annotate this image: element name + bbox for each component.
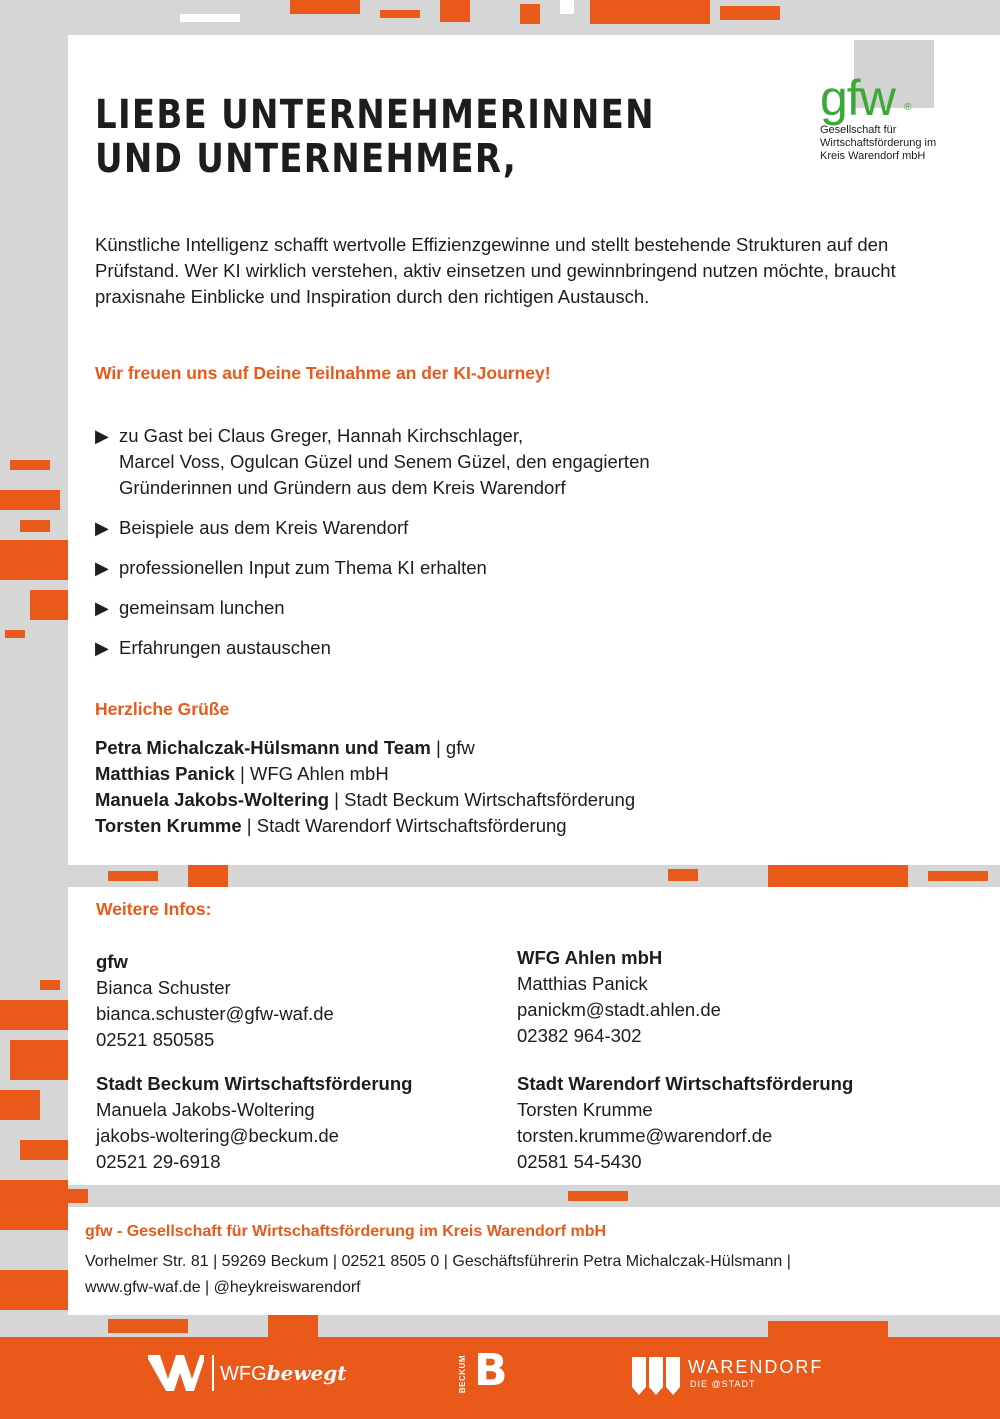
greeting: Herzliche Grüße	[95, 699, 230, 719]
contact-email[interactable]: bianca.schuster@gfw-waf.de	[96, 1003, 334, 1024]
list-item: ▶ gemeinsam lunchen	[95, 595, 895, 621]
wfg-w-icon	[148, 1355, 204, 1391]
warendorf-logo: WARENDORF	[688, 1357, 824, 1377]
divider	[212, 1355, 214, 1391]
contact-email[interactable]: panickm@stadt.ahlen.de	[517, 999, 721, 1020]
contact-warendorf: Stadt Warendorf Wirtschaftsförderung Torsten Krumme torsten.krumme@warendorf.de 02581 54-5430	[517, 1071, 853, 1175]
partner-bar	[0, 1337, 1000, 1419]
list-item: ▶ Erfahrungen austauschen	[95, 635, 895, 661]
warendorf-subtitle: DIE @STADT	[690, 1379, 756, 1389]
pixel-pattern-top	[0, 0, 1000, 35]
contact-phone: 02521 850585	[96, 1029, 215, 1050]
play-arrow-icon: ▶	[95, 638, 109, 658]
signer-list	[95, 735, 635, 839]
contact-phone: 02521 29-6918	[96, 1151, 221, 1172]
beckum-label: BECKUM	[458, 1355, 467, 1394]
bullet-list	[95, 423, 895, 675]
contact-phone: 02581 54-5430	[517, 1151, 642, 1172]
footer-web[interactable]: www.gfw-waf.de | @heykreiswarendorf	[85, 1279, 361, 1296]
list-item: ▶ Beispiele aus dem Kreis Warendorf	[95, 515, 895, 541]
pixel-pattern-bottom	[68, 1315, 1000, 1337]
more-info-title: Weitere Infos:	[96, 899, 212, 919]
gfw-logo: gfw	[820, 70, 895, 126]
signer: Matthias Panick | WFG Ahlen mbH	[95, 763, 389, 784]
pixel-pattern-left	[0, 440, 68, 1340]
contact-email[interactable]: jakobs-woltering@beckum.de	[96, 1125, 339, 1146]
play-arrow-icon: ▶	[95, 598, 109, 618]
signer: Torsten Krumme | Stadt Warendorf Wirtschaftsförderung	[95, 815, 567, 836]
contact-wfg: WFG Ahlen mbH Matthias Panick panickm@stadt.ahlen.de 02382 964-302	[517, 945, 721, 1049]
footer-address: Vorhelmer Str. 81 | 59269 Beckum | 02521 8505 0 | Geschäftsführerin Petra Michalczak-Hülsmann |	[85, 1253, 791, 1270]
intro-text: Künstliche Intelligenz schafft wertvolle Effizienzgewinne und stellt bestehende Strukturen auf den Prüfstand. Wer KI wirklich verstehen, aktiv einsetzen und gewinnbringend nutzen möchte, braucht praxisnahe Einblicke und Inspiration durch den richtigen Austausch.	[95, 234, 896, 307]
contact-email[interactable]: torsten.krumme@warendorf.de	[517, 1125, 773, 1146]
pixel-pattern-lower	[68, 1185, 1000, 1207]
footer-title: gfw - Gesellschaft für Wirtschaftsförderung im Kreis Warendorf mbH	[85, 1223, 607, 1240]
beckum-logo: B	[474, 1345, 508, 1396]
list-item: ▶ zu Gast bei Claus Greger, Hannah Kirchschlager, Marcel Voss, Ogulcan Güzel und Senem Güzel, den engagierten Gründerinnen und Gründern aus dem Kreis Warendorf	[95, 425, 650, 498]
signer: Petra Michalczak-Hülsmann und Team | gfw	[95, 737, 475, 758]
contact-beckum: Stadt Beckum Wirtschaftsförderung Manuela Jakobs-Woltering jakobs-woltering@beckum.de 02521 29-6918	[96, 1071, 412, 1175]
info-card	[68, 887, 1000, 1185]
contact-gfw: gfw Bianca Schuster bianca.schuster@gfw-waf.de 02521 850585	[96, 949, 334, 1053]
wfg-logo: WFGbewegt	[220, 1361, 347, 1385]
letter-card	[68, 35, 1000, 865]
list-item: ▶ professionellen Input zum Thema KI erhalten	[95, 555, 895, 581]
page-title: LIEBE UNTERNEHMERINNEN UND UNTERNEHMER,	[95, 92, 655, 182]
registered-mark: ®	[904, 102, 912, 113]
pixel-pattern-middle	[68, 865, 1000, 887]
invite-headline: Wir freuen uns auf Deine Teilnahme an der KI-Journey!	[95, 363, 551, 383]
address-card	[68, 1207, 1000, 1315]
play-arrow-icon: ▶	[95, 558, 109, 578]
gfw-logo-subtitle: Gesellschaft für Wirtschaftsförderung im Kreis Warendorf mbH	[820, 124, 937, 162]
play-arrow-icon: ▶	[95, 518, 109, 538]
signer: Manuela Jakobs-Woltering | Stadt Beckum Wirtschaftsförderung	[95, 789, 636, 810]
contact-phone: 02382 964-302	[517, 1025, 642, 1046]
play-arrow-icon: ▶	[95, 426, 109, 446]
warendorf-shield-icon	[632, 1357, 680, 1397]
